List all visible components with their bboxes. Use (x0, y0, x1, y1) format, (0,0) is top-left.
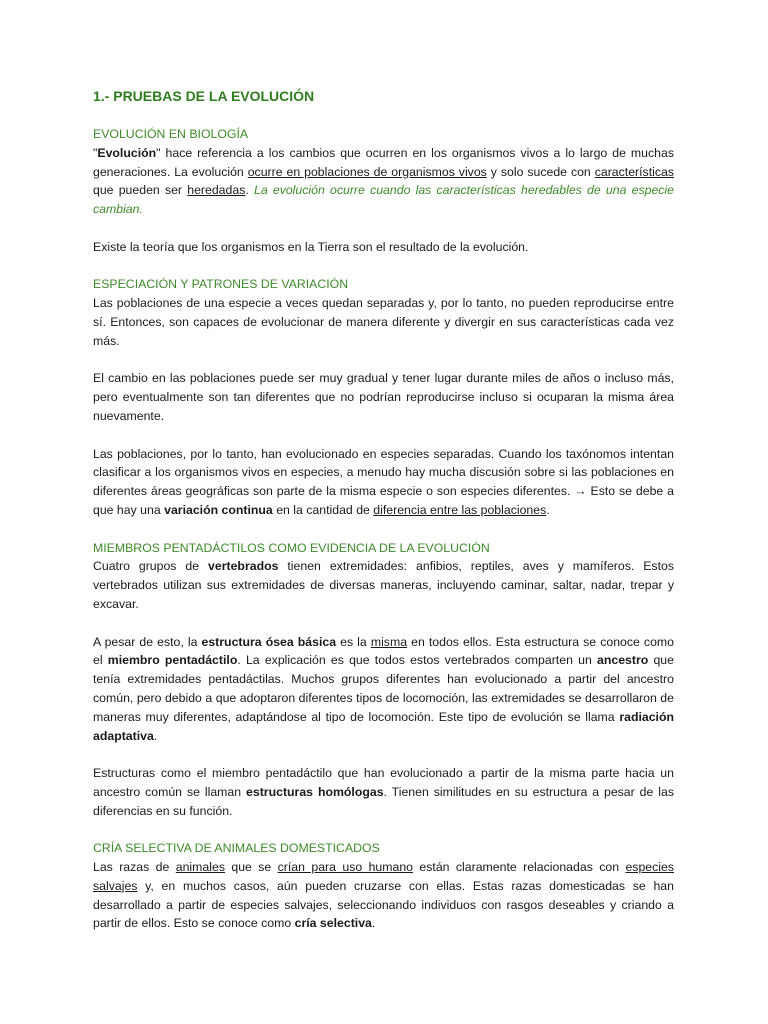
paragraph: Existe la teoría que los organismos en la Tierra son el resultado de la evolución. (93, 239, 529, 254)
paragraph: Las razas de animales que se crían para uso humano están claramente relacionadas con especies salvajes y, en muchos casos, aún pueden cruzarse con ellas. Estas razas domesticadas se han desarrollado a partir de especies salvajes, seleccionando individuos con rasgos deseables y criando a partir de ellos. Esto se conoce como cría selectiva. (93, 860, 674, 931)
paragraph: A pesar de esto, la estructura ósea básica es la misma en todos ellos. Esta estructura se conoce como el miembro pentadáctilo. La explicación es que todos estos vertebrados comparten un ancestro que tenía extremidades pentadáctilas. Muchos grupos diferentes han evolucionado a partir del ancestro común, pero debido a que adoptaron diferentes tipos de locomoción, las extremidades se desarrollaron de maneras muy diferentes, adaptándose al tipo de locomoción. Este tipo de evolución se llama radiación adaptativa. (93, 634, 674, 743)
section-miembros (93, 539, 674, 821)
section-especiacion (93, 275, 674, 519)
page-title: 1.- PRUEBAS DE LA EVOLUCIÓN (93, 88, 315, 104)
paragraph: Las poblaciones, por lo tanto, han evolucionado en especies separadas. Cuando los taxónomos intentan clasificar a los organismos vivos en especies, a menudo hay mucha discusión sobre si las poblaciones en diferentes áreas geográficas son parte de la misma especie o son especies diferentes. → Esto se debe a que hay una variación continua en la cantidad de diferencia entre las poblaciones. (93, 446, 674, 517)
section-evolucion (93, 125, 674, 257)
paragraph: El cambio en las poblaciones puede ser muy gradual y tener lugar durante miles de años o incluso más, pero eventualmente son tan diferentes que no podrían reproducirse incluso si ocuparan la misma área nuevamente. (93, 371, 674, 423)
section-heading: ESPECIACIÓN Y PATRONES DE VARIACIÓN (93, 277, 349, 292)
section-heading: MIEMBROS PENTADÁCTILOS COMO EVIDENCIA DE LA EVOLUCIÓN (93, 540, 490, 555)
section-heading: EVOLUCIÓN EN BIOLOGÍA (93, 127, 249, 141)
section-cria (93, 839, 674, 933)
section-heading: CRÍA SELECTIVA DE ANIMALES DOMESTICADOS (93, 841, 380, 856)
paragraph: Estructuras como el miembro pentadáctilo que han evolucionado a partir de la misma parte hacia un ancestro común se llaman estructuras homólogas. Tienen similitudes en su estructura a pesar de las diferencias en su función. (93, 766, 675, 818)
paragraph: Las poblaciones de una especie a veces quedan separadas y, por lo tanto, no pueden reproducirse entre sí. Entonces, son capaces de evolucionar de manera diferente y divergir en sus características cada vez más. (93, 296, 674, 348)
paragraph: "Evolución" hace referencia a los cambios que ocurren en los organismos vivos a lo largo de muchas generaciones. La evolución ocurre en poblaciones de organismos vivos y solo sucede con características que pueden ser heredadas. La evolución ocurre cuando las características heredables de una especie cambian. (93, 145, 675, 217)
paragraph: Cuatro grupos de vertebrados tienen extremidades: anfibios, reptiles, aves y mamíferos. Estos vertebrados utilizan sus extremidades de diversas maneras, incluyendo caminar, saltar, nadar, trepar y excavar. (93, 559, 674, 611)
